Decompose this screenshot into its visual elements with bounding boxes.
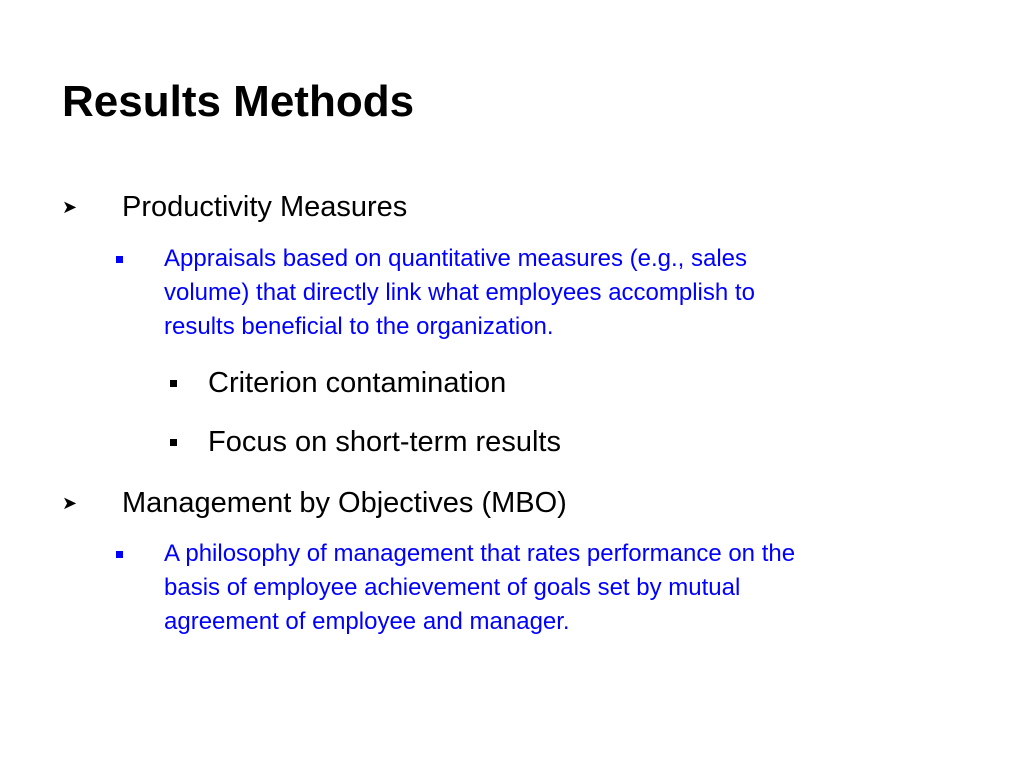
section-heading-mbo: Management by Objectives (MBO) [122, 487, 567, 519]
square-bullet-icon [170, 439, 177, 446]
section-description-productivity [164, 242, 924, 344]
square-bullet-icon [116, 256, 123, 263]
description-line: agreement of employee and manager. [164, 608, 570, 635]
arrow-bullet-icon: ➤ [62, 493, 78, 513]
description-line: volume) that directly link what employees accomplish to [164, 279, 755, 306]
description-line: results beneficial to the organization. [164, 313, 554, 340]
square-bullet-icon [170, 380, 177, 387]
description-line: basis of employee achievement of goals set by mutual [164, 574, 741, 601]
slide-title: Results Methods [62, 77, 415, 126]
arrow-bullet-icon: ➤ [62, 197, 78, 217]
description-line: Appraisals based on quantitative measures (e.g., sales [164, 245, 747, 272]
section-heading-productivity: Productivity Measures [122, 191, 408, 223]
sub-item-short-term: Focus on short-term results [208, 426, 561, 458]
description-line: A philosophy of management that rates performance on the [164, 540, 796, 567]
sub-item-criterion: Criterion contamination [208, 367, 507, 399]
section-description-mbo [164, 537, 924, 639]
square-bullet-icon [116, 551, 123, 558]
